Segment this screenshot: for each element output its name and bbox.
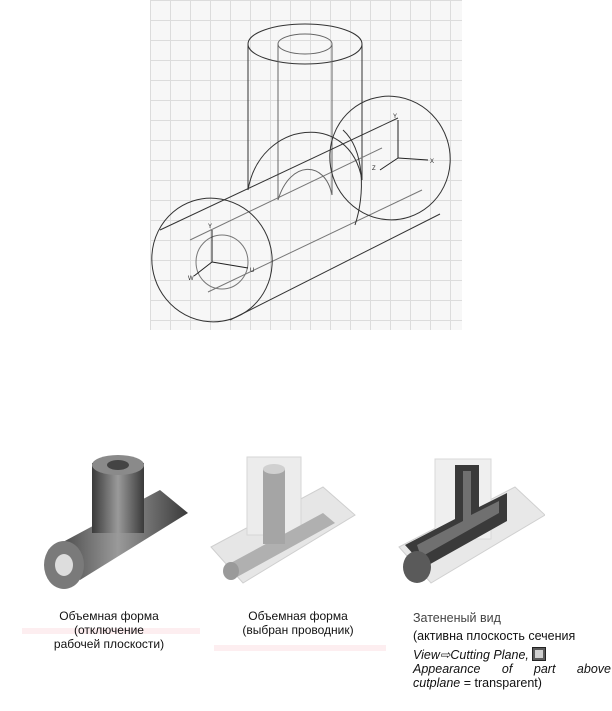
menu-path-text: View⇨Cutting Plane, bbox=[413, 648, 529, 662]
caption-shaded-line5-italic: cutplane bbox=[413, 676, 461, 690]
caption-highlight-2 bbox=[214, 645, 386, 651]
shaded-cut-image bbox=[395, 455, 545, 600]
caption-solid-line2: (отключение bbox=[74, 623, 144, 637]
axis-label-u-left: U bbox=[250, 268, 255, 274]
tee-wireframe bbox=[150, 0, 462, 330]
axis-label-w-left: W bbox=[188, 276, 194, 282]
axis-label-y-left: Y bbox=[208, 224, 213, 230]
caption-conductor-form bbox=[218, 609, 378, 637]
axis-label-z-right: Z bbox=[372, 166, 376, 172]
cutting-plane-icon bbox=[532, 647, 546, 661]
caption-shaded-view bbox=[413, 611, 612, 690]
caption-shaded-title: Затененый вид bbox=[413, 611, 501, 625]
axis-label-x-right: X bbox=[430, 159, 435, 165]
wireframe-viewport[interactable] bbox=[150, 0, 462, 330]
caption-solid-line3: рабочей плоскости) bbox=[53, 637, 165, 651]
axis-label-y-right: Y bbox=[393, 114, 398, 120]
caption-shaded-line4: Appearance of part above bbox=[413, 662, 611, 676]
solid-form-image bbox=[40, 455, 190, 600]
caption-solid-form bbox=[24, 609, 194, 651]
conductor-form-image bbox=[207, 455, 357, 600]
caption-conductor-line1: Объемная форма bbox=[248, 609, 348, 623]
caption-shaded-line2: (активна плоскость сечения bbox=[413, 629, 576, 643]
caption-conductor-line2: (выбран проводник) bbox=[242, 623, 354, 637]
caption-shaded-line5-rest: = transparent) bbox=[460, 676, 542, 690]
caption-solid-line1: Объемная форма bbox=[59, 609, 159, 623]
